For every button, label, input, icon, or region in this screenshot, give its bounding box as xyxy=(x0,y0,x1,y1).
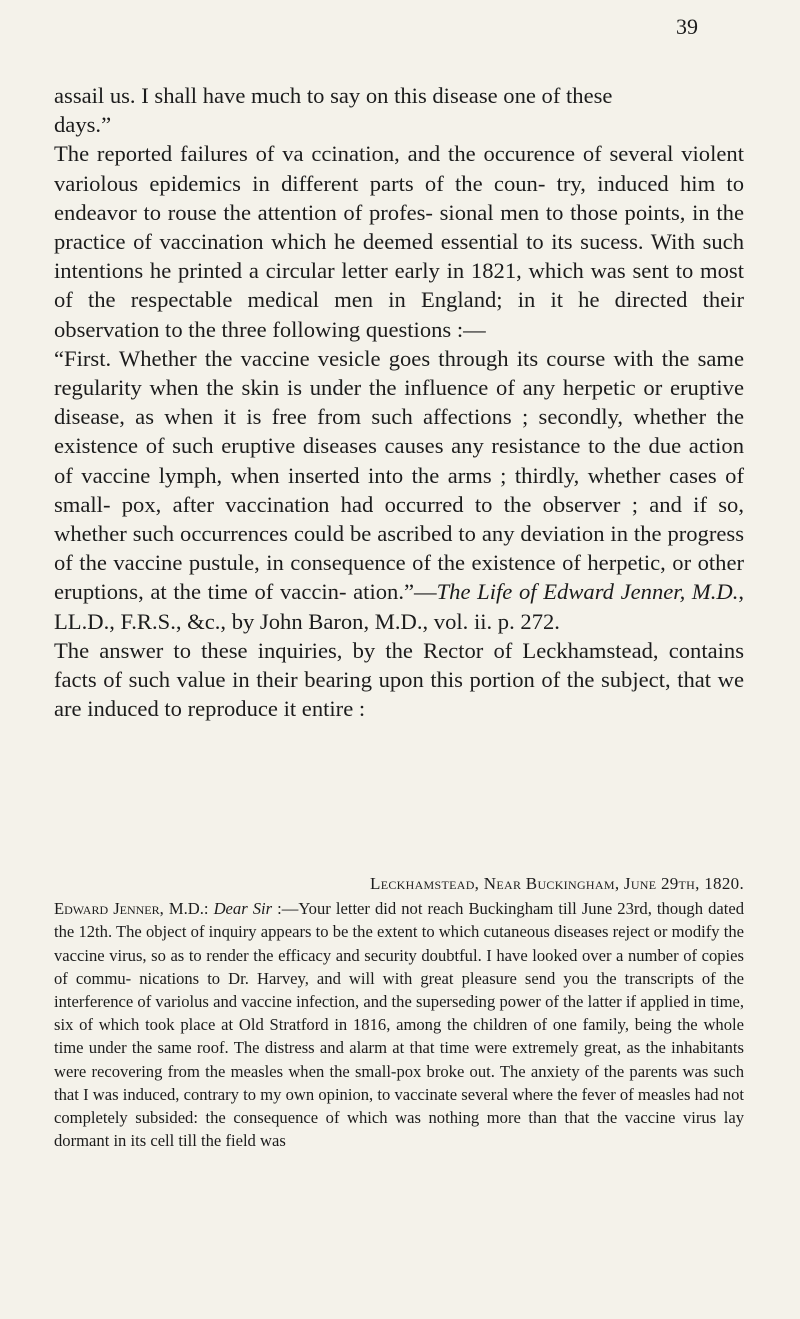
paragraph-1-line-2: days.” xyxy=(54,112,112,138)
letter-text: —Your letter did not reach Buckingham till June 23rd, though dated the 12th. The object of inquiry appears to be the extent to which cutaneous diseases reject or modify the vaccine virus, so as to render the efficacy and security doubtful. I have looked over a number of copies of commu- nications to Dr. Harvey, and will with great pleasure send you the transcripts of the interference of variolus and vaccine infection, and the superseding power of the latter if applied in time, six of which took place at Old Stratford in 1816, among the children of one family, being the whole time under the same roof. The distress and alarm at that time were extremely great, as the inhabitants were recovering from the measles when the small-pox broke out. The anxiety of the parents was such that I was induced, contrary to my own opinion, to vaccinate several where the fever of measles had not completely subsided: the consequence of which was nothing more than that the vaccine virus lay dormant in its cell till the field was xyxy=(54,899,745,1151)
addressee-separator: : xyxy=(203,899,214,919)
letter-addressee: Edward Jenner, M.D. xyxy=(54,899,204,919)
paragraph-4: The answer to these inquiries, by the Rector of Leckhamstead, contains facts of such value in their bearing upon this portion of the subject, that we are induced to reproduce it entire : xyxy=(54,637,744,722)
paragraph-1-line-1: assail us. I shall have much to say on this disease one of these xyxy=(54,83,613,108)
page-number: 39 xyxy=(676,14,698,39)
quoted-letter xyxy=(54,872,744,1152)
paragraph-3-citation: , LL.D., F.R.S., &c., by John Baron, M.D., vol. ii. p. 272. xyxy=(54,579,744,634)
paragraph-3 xyxy=(54,344,744,636)
paragraph-3-quote: “First. Whether the vaccine vesicle goes through its course with the same regularity when the skin is under the influence of any herpetic or eruptive disease, as when it is free from such affections ; secondly, whether the existence of such eruptive diseases causes any resistance to the due action of vaccine lymph, when inserted into the arms ; thirdly, whether cases of small- pox, after vaccination had occurred to the observer ; and if so, whether such occurrences could be ascribed to any deviation in the progress of the vaccine pustule, in consequence of the existence of herpetic, or other eruptions, at the time of vaccin- ation.”— xyxy=(54,345,744,605)
book-title: The Life of Edward Jenner, M.D. xyxy=(436,579,739,605)
paragraph-2: The reported failures of va ccination, and the occurence of several violent variolous epidemics in different parts of the coun- try, induced him to endeavor to rouse the attention of profes- sional men to those points, in the practice of vaccination which he deemed essential to its sucess. With such intentions he printed a circular letter early in 1821, which was sent to most of the respectable medical men in England; in it he directed their observation to the three following questions :— xyxy=(54,141,744,342)
salutation-colon: : xyxy=(272,899,282,919)
letter-salutation: Dear Sir xyxy=(213,899,273,919)
letter-dateline: Leckhamstead, Near Buckingham, June 29th, 1820. xyxy=(370,874,744,893)
letter-body xyxy=(54,897,744,1152)
main-text xyxy=(54,81,744,723)
